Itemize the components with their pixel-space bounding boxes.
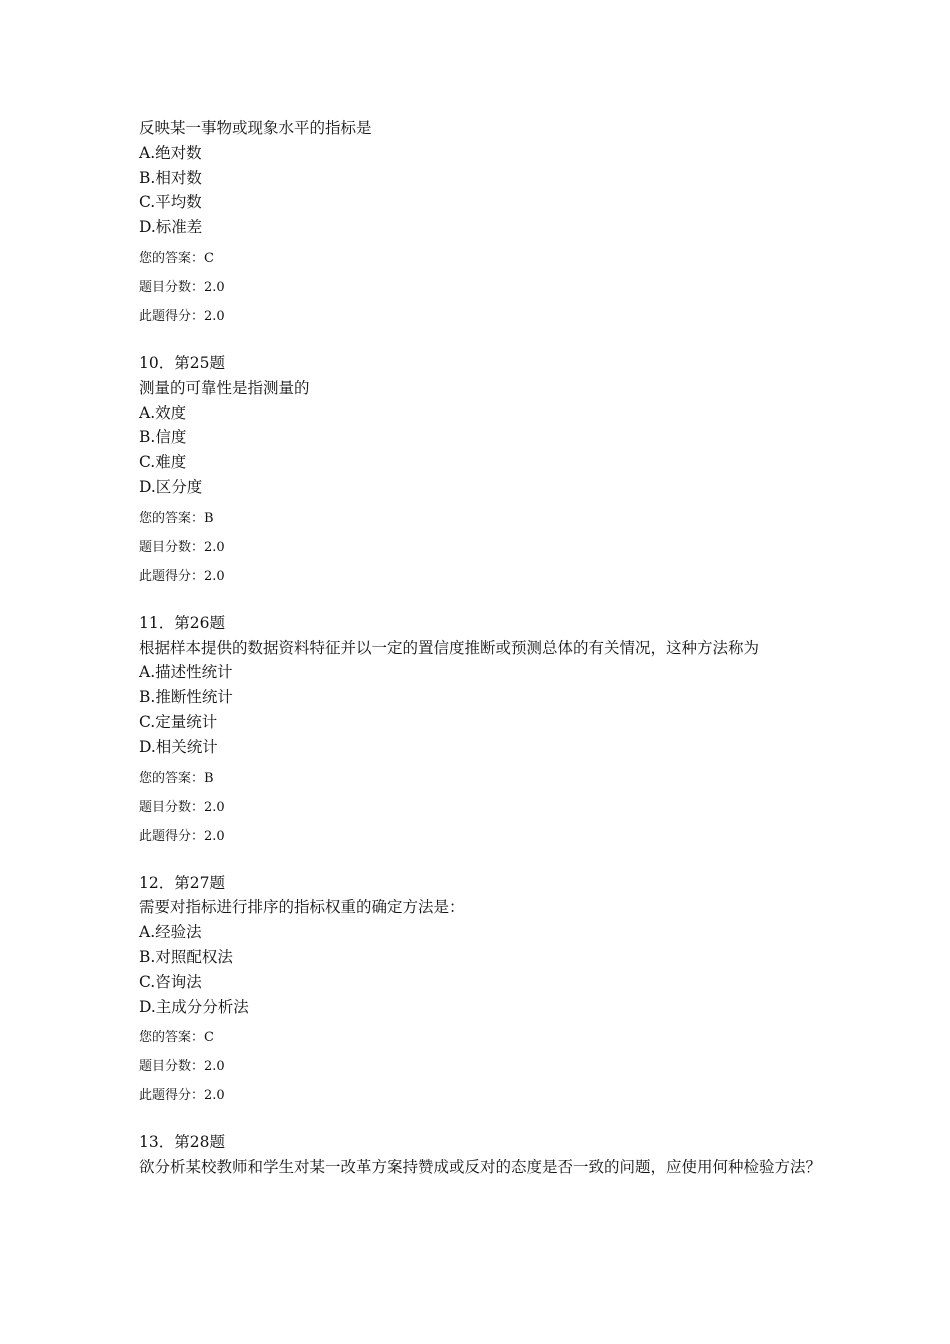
option-a: A.经验法 xyxy=(139,923,202,942)
question-title: 第26题 xyxy=(174,613,225,632)
earned-score-line xyxy=(139,1081,829,1110)
option-a: A.效度 xyxy=(139,403,187,422)
question-number: 12． xyxy=(139,873,175,892)
question-block xyxy=(139,611,829,851)
your-answer-line xyxy=(139,244,829,273)
option-c: C.咨询法 xyxy=(139,972,202,991)
earned-score-label: 此题得分： xyxy=(139,828,205,844)
your-answer-line xyxy=(139,504,829,533)
question-text: 需要对指标进行排序的指标权重的确定方法是： xyxy=(139,898,465,917)
earned-score-value: 2.0 xyxy=(204,1088,225,1104)
question-score-line xyxy=(139,533,829,562)
option-c: C.平均数 xyxy=(139,193,202,212)
question-text: 测量的可靠性是指测量的 xyxy=(139,378,310,397)
your-answer-value: C xyxy=(204,250,214,266)
question-score-value: 2.0 xyxy=(204,799,225,815)
question-block xyxy=(139,871,829,1111)
your-answer-line xyxy=(139,764,829,793)
earned-score-value: 2.0 xyxy=(204,568,225,584)
your-answer-value: B xyxy=(204,510,214,526)
option-c: C.定量统计 xyxy=(139,712,218,731)
score-info xyxy=(139,244,829,331)
question-text: 根据样本提供的数据资料特征并以一定的置信度推断或预测总体的有关情况，这种方法称为 xyxy=(139,638,760,657)
earned-score-line xyxy=(139,302,829,331)
option-a: A.绝对数 xyxy=(139,143,202,162)
option-list xyxy=(139,401,829,500)
question-score-label: 题目分数： xyxy=(139,799,205,815)
your-answer-line xyxy=(139,1023,829,1052)
question-header xyxy=(139,1130,829,1155)
your-answer-value: B xyxy=(204,770,214,786)
question-title: 第27题 xyxy=(174,873,225,892)
score-info xyxy=(139,764,829,851)
option-d: D.区分度 xyxy=(139,477,203,496)
option-b: B.推断性统计 xyxy=(139,688,233,707)
question-title: 第28题 xyxy=(174,1133,225,1152)
option-b: B.相对数 xyxy=(139,168,202,187)
question-header xyxy=(139,351,829,376)
option-list xyxy=(139,920,829,1019)
question-text: 欲分析某校教师和学生对某一改革方案持赞成或反对的态度是否一致的问题，应使用何种检验方法？ xyxy=(139,1158,822,1177)
earned-score-value: 2.0 xyxy=(204,308,225,324)
earned-score-line xyxy=(139,822,829,851)
option-b: B.信度 xyxy=(139,428,187,447)
question-block xyxy=(139,351,829,591)
question-header xyxy=(139,611,829,636)
question-block xyxy=(139,1130,829,1180)
question-score-label: 题目分数： xyxy=(139,1059,205,1075)
score-info xyxy=(139,504,829,591)
question-score-value: 2.0 xyxy=(204,1059,225,1075)
question-score-value: 2.0 xyxy=(204,279,225,295)
your-answer-label: 您的答案： xyxy=(139,770,205,786)
earned-score-line xyxy=(139,562,829,591)
question-text: 反映某一事物或现象水平的指标是 xyxy=(139,119,372,137)
option-c: C.难度 xyxy=(139,453,187,472)
question-block xyxy=(139,116,829,331)
exam-page xyxy=(139,116,829,1180)
question-title: 第25题 xyxy=(174,353,225,372)
earned-score-value: 2.0 xyxy=(204,828,225,844)
option-list xyxy=(139,141,829,240)
earned-score-label: 此题得分： xyxy=(139,1088,205,1104)
option-d: D.标准差 xyxy=(139,218,203,237)
your-answer-label: 您的答案： xyxy=(139,250,205,266)
question-number: 11． xyxy=(139,613,175,632)
question-header xyxy=(139,871,829,896)
question-number: 13． xyxy=(139,1133,175,1152)
question-score-line xyxy=(139,793,829,822)
option-d: D.相关统计 xyxy=(139,737,218,756)
question-score-label: 题目分数： xyxy=(139,279,205,295)
option-b: B.对照配权法 xyxy=(139,947,233,966)
option-a: A.描述性统计 xyxy=(139,663,233,682)
earned-score-label: 此题得分： xyxy=(139,568,205,584)
question-score-line xyxy=(139,1052,829,1081)
your-answer-label: 您的答案： xyxy=(139,1030,205,1046)
question-score-label: 题目分数： xyxy=(139,539,205,555)
earned-score-label: 此题得分： xyxy=(139,308,205,324)
your-answer-value: C xyxy=(204,1030,214,1046)
question-score-value: 2.0 xyxy=(204,539,225,555)
question-number: 10． xyxy=(139,353,175,372)
your-answer-label: 您的答案： xyxy=(139,510,205,526)
option-d: D.主成分分析法 xyxy=(139,997,249,1016)
question-score-line xyxy=(139,273,829,302)
option-list xyxy=(139,660,829,759)
score-info xyxy=(139,1023,829,1110)
